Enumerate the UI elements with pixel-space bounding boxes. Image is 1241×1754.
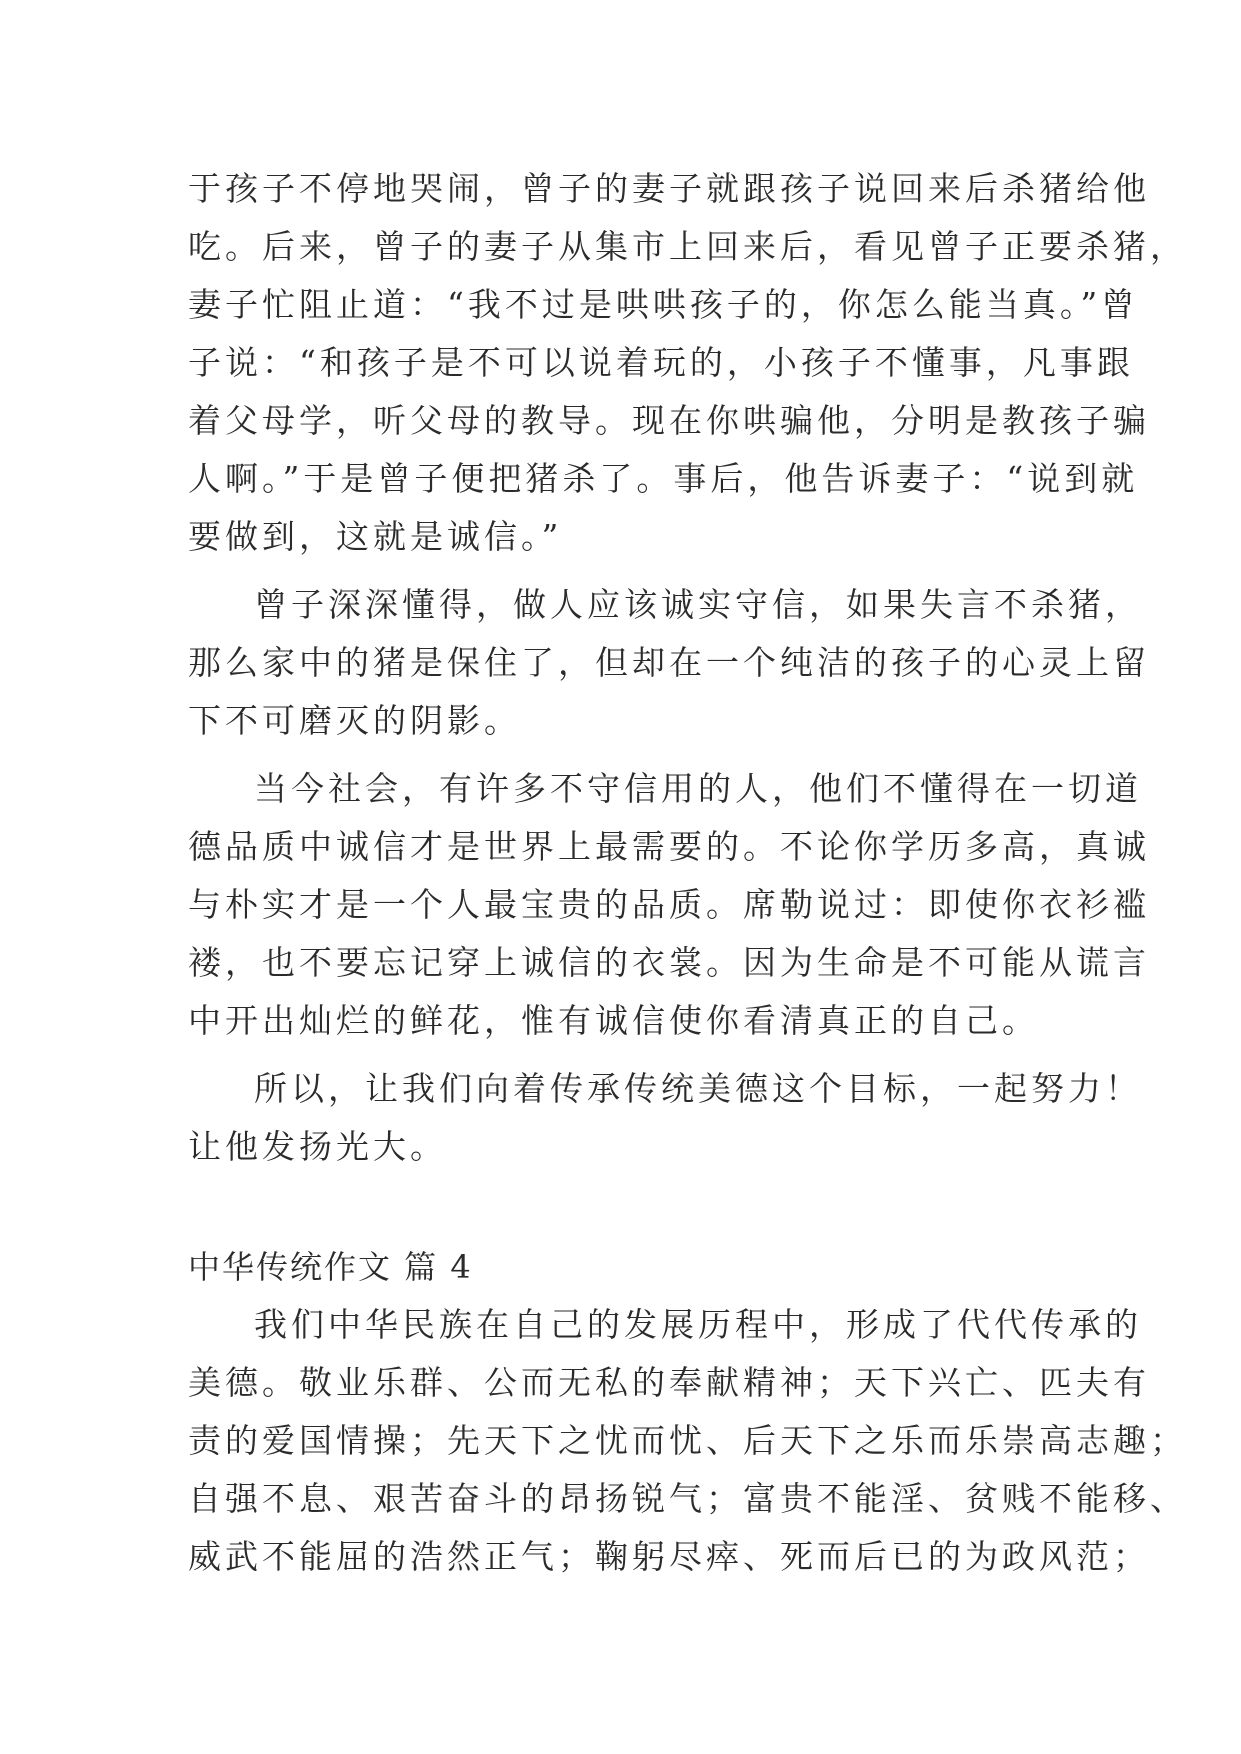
text-line: 所以，让我们向着传承传统美德这个目标，一起努力！ — [254, 1069, 1142, 1108]
paragraph — [188, 1060, 1142, 1176]
text-line: 那么家中的猪是保住了，但却在一个纯洁的孩子的心灵上留 — [188, 643, 1150, 682]
text-line: 于孩子不停地哭闹，曾子的妻子就跟孩子说回来后杀猪给他 — [188, 169, 1150, 208]
paragraph-spacer — [188, 1050, 1068, 1060]
text-line: 妻子忙阻止道：“我不过是哄哄孩子的，你怎么能当真。”曾 — [188, 285, 1139, 324]
text-line: 责的爱国情操；先天下之忧而忧、后天下之乐而乐崇高志趣； — [188, 1421, 1187, 1460]
text-line: 褛，也不要忘记穿上诚信的衣裳。因为生命是不可能从谎言 — [188, 943, 1150, 982]
text-line: 人啊。”于是曾子便把猪杀了。事后，他告诉妻子：“说到就 — [188, 459, 1139, 498]
text-line: 着父母学，听父母的教导。现在你哄骗他，分明是教孩子骗 — [188, 401, 1150, 440]
text-line: 子说：“和孩子是不可以说着玩的，小孩子不懂事，凡事跟 — [188, 343, 1134, 382]
paragraph-spacer — [188, 566, 1068, 576]
text-line: 我们中华民族在自己的发展历程中，形成了代代传承的 — [254, 1305, 1142, 1344]
paragraph — [188, 160, 1187, 566]
paragraph — [188, 1296, 1187, 1586]
text-line: 下不可磨灭的阴影。 — [188, 701, 521, 740]
document-body — [188, 160, 1187, 1586]
text-line: 自强不息、艰苦奋斗的昂扬锐气；富贵不能淫、贫贱不能移、 — [188, 1479, 1187, 1518]
text-line: 德品质中诚信才是世界上最需要的。不论你学历多高，真诚 — [188, 827, 1150, 866]
paragraph — [188, 576, 1150, 750]
text-line: 让他发扬光大。 — [188, 1127, 447, 1166]
paragraph-spacer — [188, 750, 1068, 760]
text-line: 吃。后来，曾子的妻子从集市上回来后，看见曾子正要杀猪， — [188, 227, 1187, 266]
text-line: 要做到，这就是诚信。” — [188, 517, 563, 556]
text-line: 威武不能屈的浩然正气；鞠躬尽瘁、死而后已的为政风范； — [188, 1537, 1150, 1576]
text-line: 与朴实才是一个人最宝贵的品质。席勒说过：即使你衣衫褴 — [188, 885, 1150, 924]
text-line: 当今社会，有许多不守信用的人，他们不懂得在一切道 — [254, 769, 1142, 808]
paragraph — [188, 760, 1150, 1050]
section-heading: 中华传统作文 篇 4 — [188, 1248, 473, 1286]
section-spacer — [188, 1176, 1068, 1238]
text-line: 中开出灿烂的鲜花，惟有诚信使你看清真正的自己。 — [188, 1001, 1039, 1040]
text-line: 美德。敬业乐群、公而无私的奉献精神；天下兴亡、匹夫有 — [188, 1363, 1150, 1402]
text-line: 曾子深深懂得，做人应该诚实守信，如果失言不杀猪， — [254, 585, 1142, 624]
